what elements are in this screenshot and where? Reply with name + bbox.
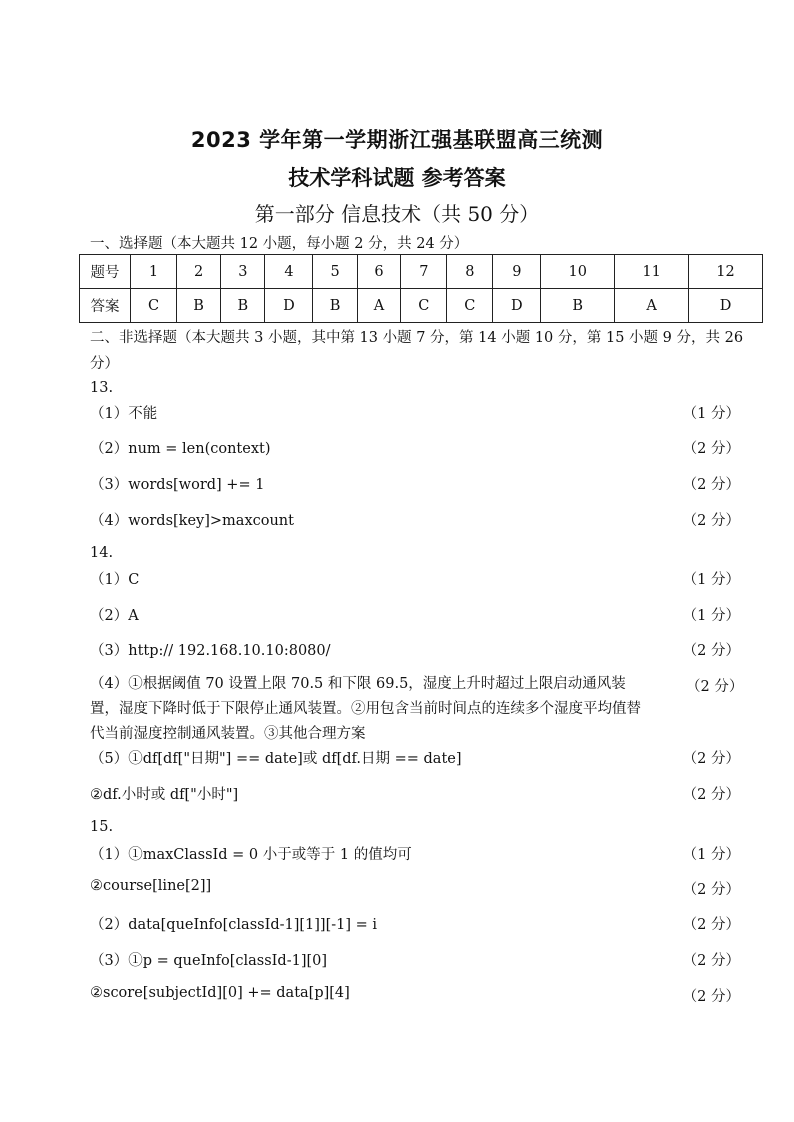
question-number: 8 [447,255,493,289]
answer-cell: A [357,289,401,323]
answer-cell: D [493,289,541,323]
answer-line [90,843,740,867]
answer-text: （2）num = len(context) [90,441,271,457]
table-row-numbers [80,255,763,289]
answer-cell: B [176,289,220,323]
answer-text: （5）①df[df["日期"] == date]或 df[df.日期 == date] [90,751,462,767]
answer-text: ②df.小时或 df["小时"] [90,787,239,803]
answer-paragraph: （4）①根据阈值 70 设置上限 70.5 和下限 69.5，湿度上升时超过上限启动通风装置，湿度下降时低于下限停止通风装置。②用包含当前时间点的连续多个湿度平均值替代当前湿度控制通风装置。③其他合理方案 [90,676,641,742]
question-number: 7 [401,255,447,289]
section1-heading: 一、选择题（本大题共 12 小题，每小题 2 分，共 24 分） [90,236,469,252]
answer-text: （1）C [90,572,140,588]
answer-text: ②score[subjectId][0] += data[p][4] [90,985,350,1001]
score-label: （2 分） [686,679,744,695]
section2-heading: 二、非选择题（本大题共 3 小题，其中第 13 小题 7 分，第 14 小题 10 分，第 15 小题 9 分，共 26 分） [90,330,744,372]
part-title: 第一部分 信息技术（共 50 分） [254,202,540,226]
score-label: （1 分） [682,406,740,422]
choice-answer-table [79,254,763,323]
answer-line [90,402,740,426]
answer-cell: D [689,289,763,323]
score-label: （2 分） [682,989,740,1005]
answer-cell: C [131,289,177,323]
question-number: 2 [176,255,220,289]
score-label: （2 分） [682,643,740,659]
answer-line [90,949,740,973]
question-number: 4 [265,255,313,289]
answer-text: ②course[line[2]] [90,878,212,894]
answer-text: （4）words[key]>maxcount [90,513,294,529]
answer-cell: C [447,289,493,323]
answer-line [90,783,740,807]
score-label: （2 分） [682,441,740,457]
question-number: 1 [131,255,177,289]
row-label-numbers: 题号 [80,255,131,289]
score-label: （2 分） [682,513,740,529]
answer-text: （2）A [90,608,139,624]
answer-line [90,985,740,1009]
answer-cell: A [615,289,689,323]
score-label: （2 分） [682,787,740,803]
row-label-answers: 答案 [80,289,131,323]
answer-text: （2）data[queInfo[classId-1][1]][-1] = i [90,917,378,933]
answer-text: （3）words[word] += 1 [90,477,265,493]
answer-text: （3）①p = queInfo[classId-1][0] [90,953,328,969]
score-label: （2 分） [682,477,740,493]
answer-cell: B [541,289,615,323]
answer-line [90,509,740,533]
answer-text: （1）①maxClassId = 0 小于或等于 1 的值均可 [90,847,412,863]
score-label: （1 分） [682,572,740,588]
answer-cell: C [401,289,447,323]
answer-cell: D [265,289,313,323]
score-label: （2 分） [682,882,740,898]
question-number: 5 [313,255,357,289]
question-13-number: 13. [90,380,114,396]
score-label: （1 分） [682,847,740,863]
score-label: （2 分） [682,917,740,933]
question-number: 12 [689,255,763,289]
answer-line [90,747,740,771]
answer-cell: B [221,289,265,323]
answer-line [90,639,740,663]
question-number: 6 [357,255,401,289]
score-label: （2 分） [682,953,740,969]
question-number: 9 [493,255,541,289]
answer-text: （3）http:// 192.168.10.10:8080/ [90,643,331,659]
answer-line [90,568,740,592]
answer-cell: B [313,289,357,323]
question-number: 3 [221,255,265,289]
exam-title: 2023 学年第一学期浙江强基联盟高三统测 [190,128,604,152]
table-row-answers [80,289,763,323]
answer-line [90,604,740,628]
score-label: （1 分） [682,608,740,624]
question-15-number: 15. [90,819,114,835]
exam-subtitle: 技术学科试题 参考答案 [288,166,506,190]
answer-line [90,473,740,497]
answer-text: （1）不能 [90,406,158,422]
answer-line [90,878,740,902]
question-number: 10 [541,255,615,289]
answer-line [90,913,740,937]
answer-line [90,437,740,461]
score-label: （2 分） [682,751,740,767]
question-14-number: 14. [90,545,114,561]
question-number: 11 [615,255,689,289]
